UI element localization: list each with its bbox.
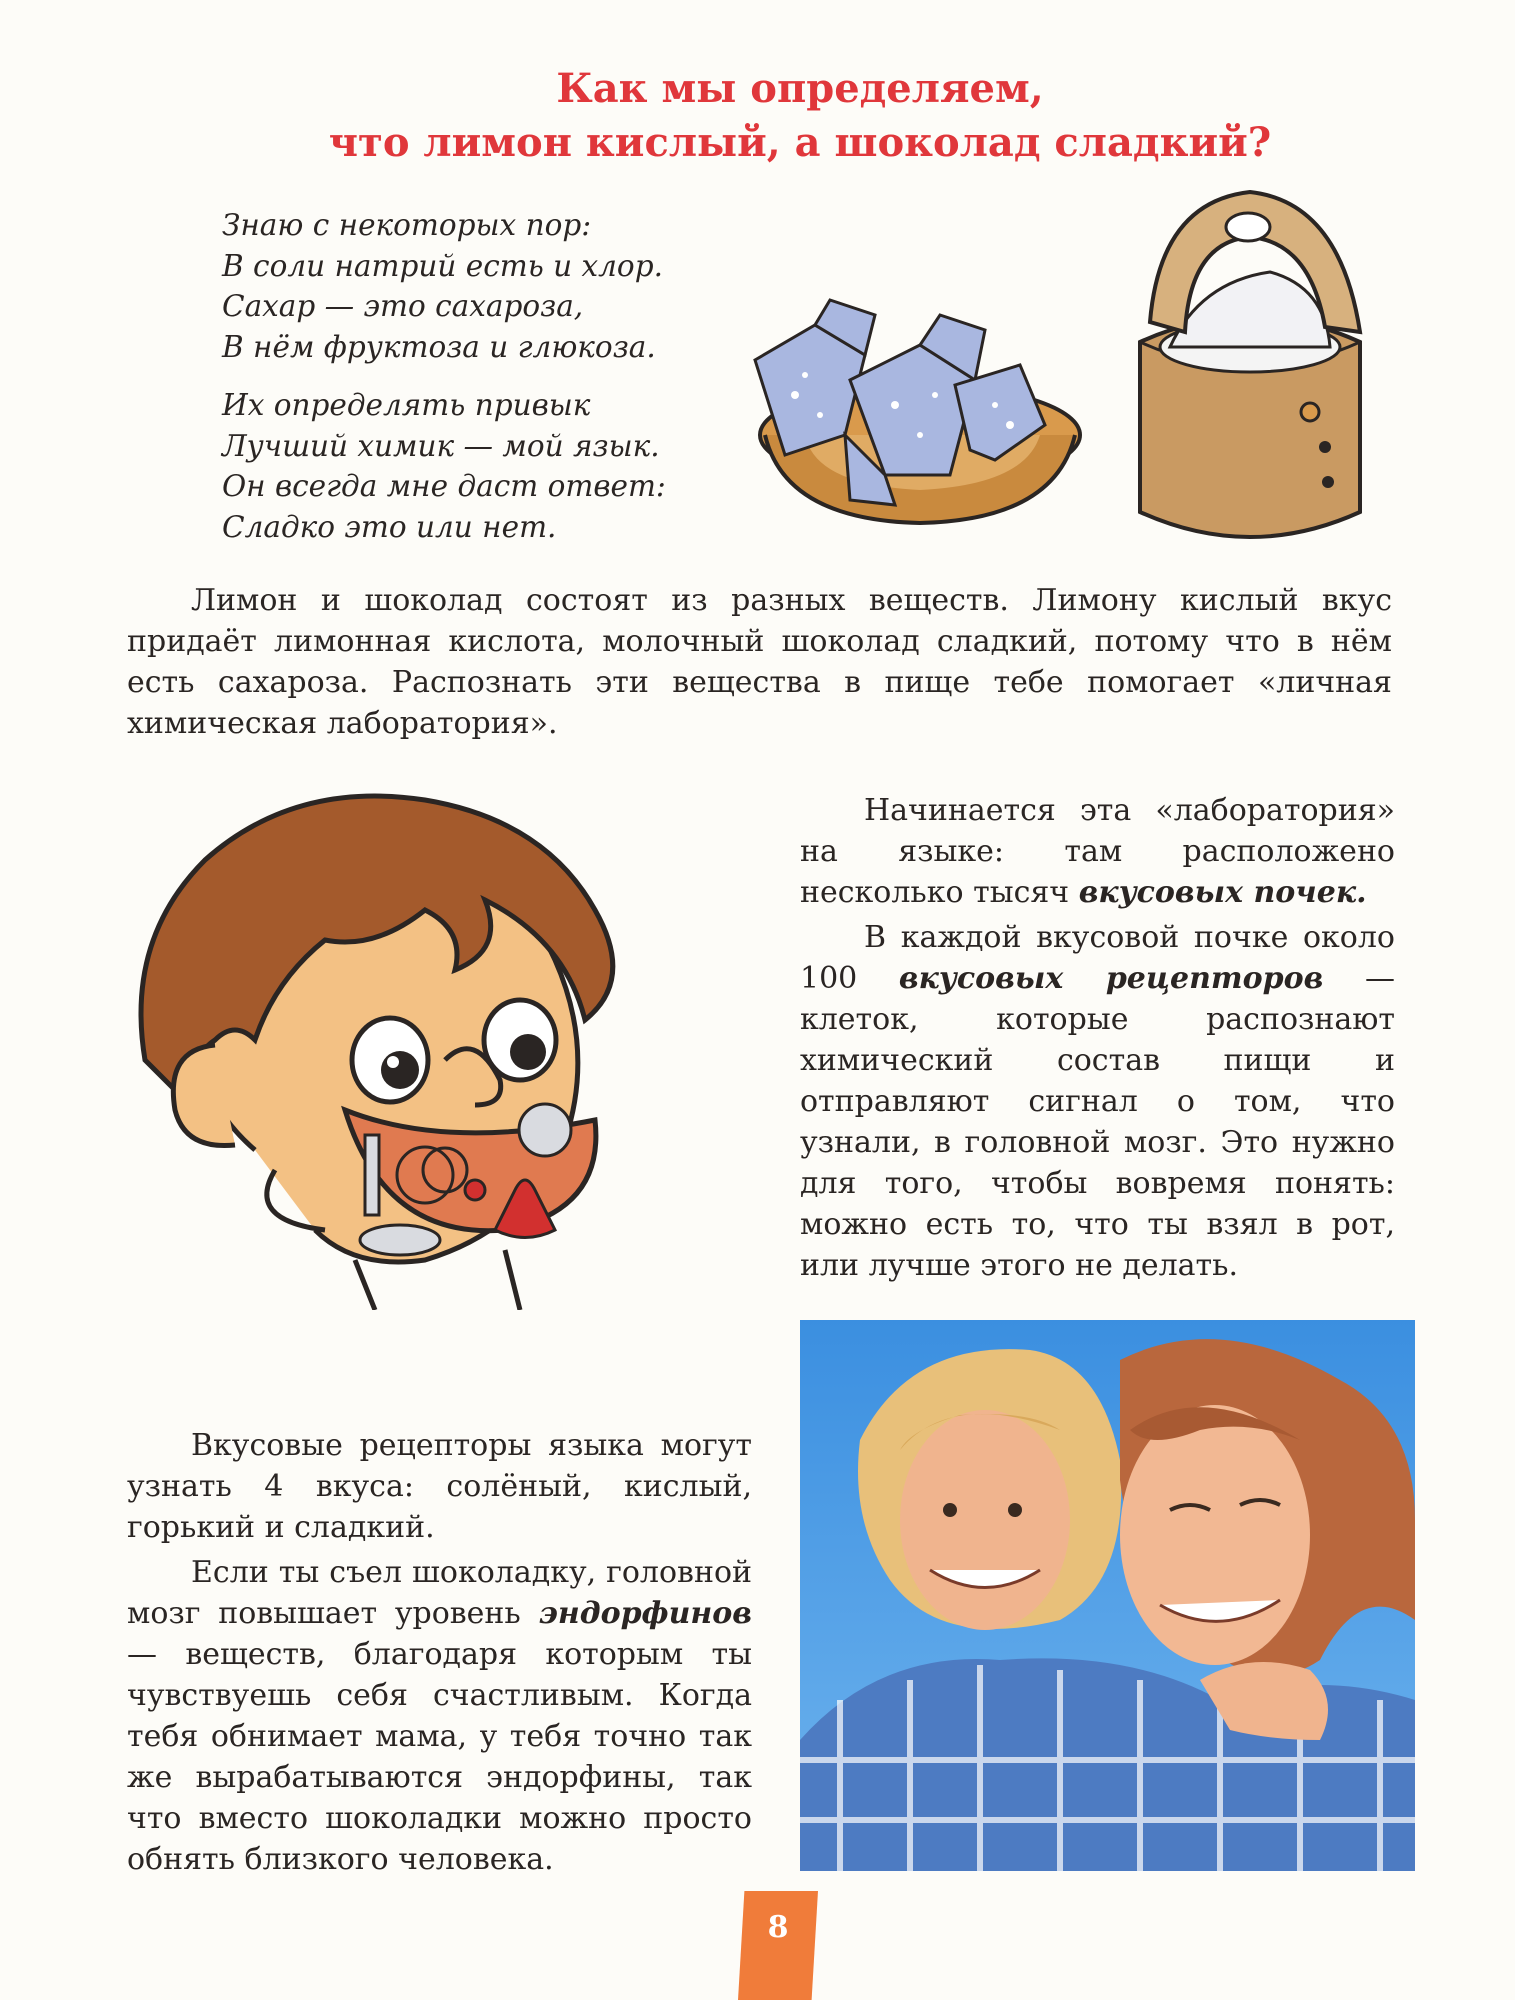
poem-line: Их определять привык bbox=[222, 388, 591, 422]
poem-line: В нём фруктоза и глюкоза. bbox=[222, 329, 656, 364]
poem-stanza-2 bbox=[222, 385, 742, 547]
lab-paragraph-2-end: — клеток, которые распознают химический состав пищи и отправляют сигнал о том, что узнали, в головной мозг. Это нужно для того, чтобы вовремя понять: можно есть то, что ты взял в рот, или лучше этого не делать. bbox=[800, 961, 1395, 1283]
term-taste-receptors: вкусовых рецепторов bbox=[898, 961, 1324, 996]
sugar-bowl-illustration bbox=[745, 285, 1085, 530]
poem-line: Лучший химик — мой язык. bbox=[222, 428, 660, 463]
sugar-jar-illustration bbox=[1110, 182, 1390, 562]
intro-paragraph bbox=[127, 580, 1392, 744]
lab-paragraphs bbox=[800, 790, 1395, 1286]
receptors-paragraph-2-start: Если ты съел шоколадку, головной мозг повышает уровень bbox=[127, 1555, 752, 1631]
poem bbox=[222, 205, 742, 565]
lab-paragraph-2-start: В каждой вкусовой почке около 100 bbox=[800, 920, 1395, 996]
title-line-1: Как мы определяем, bbox=[556, 65, 1044, 112]
page-number: 8 bbox=[767, 1910, 789, 1945]
receptors-paragraph-2-end: — веществ, благодаря которым ты чувствуешь себя счастливым. Когда тебя обнимает мама, у тебя точно так же вырабатываются эндорфины, так что вместо шоколадки можно просто обнять близкого человека. bbox=[127, 1637, 752, 1877]
receptors-paragraph-2 bbox=[127, 1552, 752, 1880]
page-number-tab bbox=[738, 1891, 818, 2000]
intro-text: Лимон и шоколад состоят из разных веществ. Лимону кислый вкус придаёт лимонная кислота, молочный шоколад сладкий, потому что в нём есть сахароза. Распознать эти вещества в пище тебе помогает «личная химическая лаборатория». bbox=[127, 583, 1392, 741]
mother-daughter-photo bbox=[800, 1320, 1415, 1871]
lab-paragraph-1 bbox=[800, 790, 1395, 913]
receptors-paragraph-1: Вкусовые рецепторы языка могут узнать 4 вкуса: солёный, кислый, горький и сладкий. bbox=[127, 1428, 752, 1545]
receptors-paragraphs bbox=[127, 1425, 752, 1880]
term-endorphins: эндорфинов bbox=[538, 1596, 752, 1631]
poem-line: Сладко это или нет. bbox=[222, 509, 557, 544]
poem-line: Он всегда мне даст ответ: bbox=[222, 469, 666, 503]
boy-lab-illustration bbox=[125, 790, 645, 1310]
term-taste-buds: вкусовых почек. bbox=[1078, 875, 1367, 910]
poem-line: Знаю с некоторых пор: bbox=[222, 208, 592, 242]
poem-line: В соли натрий есть и хлор. bbox=[222, 248, 663, 283]
poem-line: Сахар — это сахароза, bbox=[222, 289, 584, 323]
page-title bbox=[250, 62, 1350, 170]
lab-paragraph-1-text: Начинается эта «лаборатория» на языке: там расположено несколько тысяч bbox=[800, 793, 1395, 910]
lab-paragraph-2 bbox=[800, 917, 1395, 1286]
title-line-2: что лимон кислый, а шоколад сладкий? bbox=[328, 119, 1272, 166]
poem-stanza-1 bbox=[222, 205, 742, 367]
